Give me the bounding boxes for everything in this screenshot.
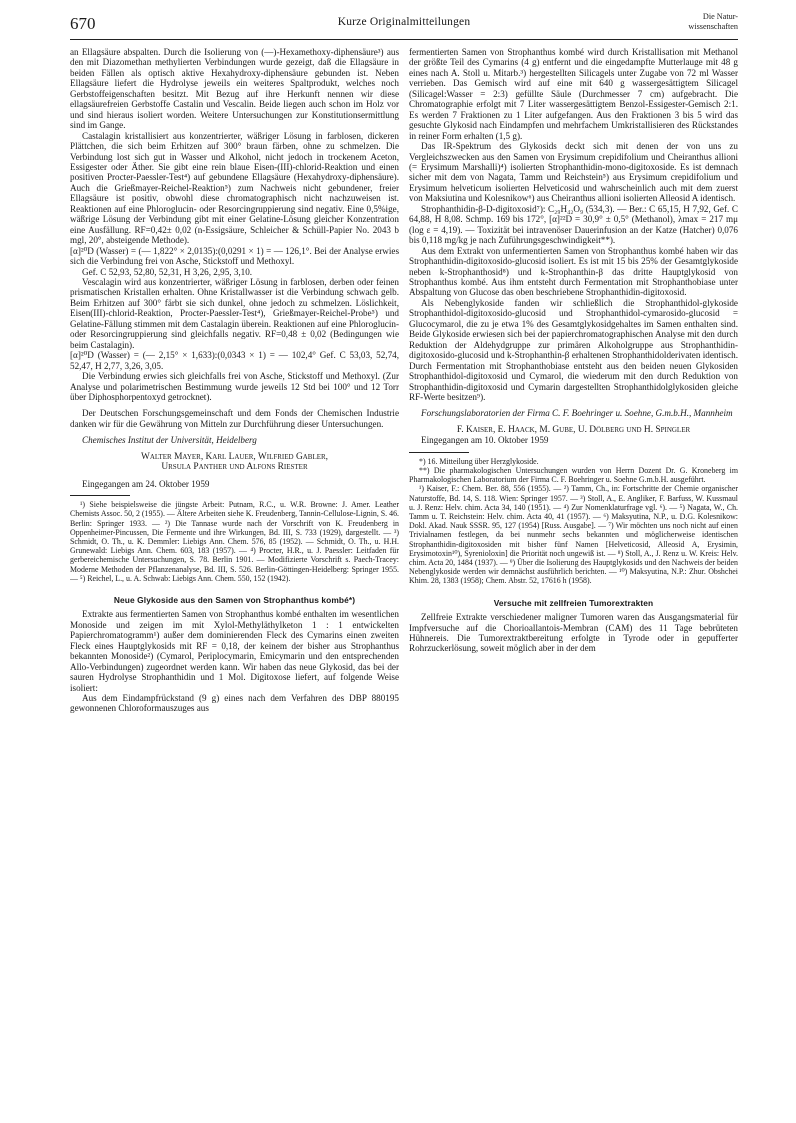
footnote-rule <box>409 452 469 453</box>
received-date: Eingegangen am 24. Oktober 1959 <box>82 478 210 489</box>
footnote: *) 16. Mitteilung über Herzglykoside. <box>419 456 539 466</box>
left-column <box>70 47 399 1113</box>
paragraph: an Ellagsäure abspalten. Durch die Isolierung von (—)-Hexamethoxy-diphensäure³) aus den mit Diazomethan methylierten Verbindungen wurde gezeigt, daß die Ellagsäure in beiden Fällen als optisch aktive Hexahydroxy-diphensäure gebunden ist. Neben Ellagsäure liefert die Hydrolyse jeweils ein weiteres Spaltprodukt, welches noch Gerbstoffeigenschaften besitzt. Mit Bezug auf ihre Herkunft nennen wir diese ellagsäurefreien Gerbstoffe Castalin und Vescalin. Beide liegen auch schon im Holz vor und sind hieraus isoliert worden. Weitere Untersuchungen zur Konstitutionsermittlung sind im Gange. <box>70 47 399 131</box>
paragraph: Vescalagin wird aus konzentrierter, wäßriger Lösung in farblosen, derben oder feinen prismatischen Kristallen erhalten. Ohne Kristallwasser ist die Verbindung schwach gelb. Beim Erhitzen auf 300° färbt sie sich dunkel, ohne jedoch zu schmelzen. Löslichkeit, Eisen(III)-chlorid-Reaktion, Procter-Paessler-Test⁴), Grießmayer-Reichel-Probe⁵) und Gelatine-Fällung stimmen mit dem Castalagin überein. Reaktionen auf eine Phloroglucin- oder Resorcingruppierung sind gleichfalls negativ. RF=0,48 ± 0,02 (Bedingungen wie beim Castalagin). <box>70 276 399 350</box>
acknowledgement: Der Deutschen Forschungsgemeinschaft und dem Fonds der Chemischen Industrie danken wir für die Gewährung von Mitteln zur Durchführung dieser Untersuchungen. <box>70 408 399 429</box>
compound-data: Strophanthidin-β-D-digitoxosid⁷): C₂₉H₄₂O₉ (534,3). — Ber.: C 65,15, H 7,92, Gef. C 64,88, H 8,08. Schmp. 169 bis 172°, [α]²²D = 30,9° ± 0,5° (Methanol), λmax = 217 mμ (log ε = 4,19). — Toxizität bei intravenöser Dauerinfusion an der Katze (Hatcher) 0,076 bis 0,118 mg/kg je nach Zuführungsgeschwindigkeit**). <box>409 203 738 246</box>
authors: Walter Mayer, Karl Lauer, Wilfried Gabler, <box>140 451 329 462</box>
authors: F. Kaiser, E. Haack, M. Gube, U. Dölberg und H. Spingler <box>456 424 691 435</box>
institution: Chemisches Institut der Universität, Heidelberg <box>82 435 257 446</box>
received-date: Eingegangen am 10. Oktober 1959 <box>421 435 549 446</box>
footnotes: ¹) Siehe beispielsweise die jüngste Arbeit: Putnam, R.C., u. W.R. Browne: J. Amer. Leather Chemists Assoc. 50, 2 (1955). — Ältere Arbeiten siehe K. Freudenberg, Tannin-Cellulose-Lignin, S. 46. Berlin: Springer 1933. — ²) Die Tannase wurde nach der Vorschrift von K. Freudenberg in Oppenheimer-Pincussen, Die Fermente und ihre Wirkungen, Bd. III, S. 733 (1929), dargestellt. — ³) Schmidt, O. Th., u. K. Demmler: Liebigs Ann. Chem. 576, 85 (1952). — Schmidt, O. Th., u. H.H. Grunewald: Liebigs Ann. Chem. 603, 183 (1957). — ⁴) Procter, H.R., u. J. Paessler: Leitfaden für gerbereichemische Untersuchungen, S. 78. Berlin 1901. — Modifizierte Vorschrift s. Paech-Tracey: Moderne Methoden der Pflanzenanalyse, Bd. III, S. 526. Berlin-Göttingen-Heidelberg: Springer 1955. — ⁵) Reichel, L., u. A. Schwab: Liebigs Ann. Chem. 550, 152 (1942). <box>70 500 399 583</box>
authors: Ursula Panther und Alfons Riester <box>161 462 308 473</box>
right-column <box>409 47 738 1113</box>
analysis-result: Gef. C 52,93, 52,80, 52,31, H 3,26, 2,95, 3,10. <box>82 266 253 277</box>
optical-rotation: [α]²⁰D (Wasser) = (— 1,822° × 2,0135):(0,0291 × 1) = — 126,1°. Bei der Analyse erwies sich die Verbindung frei von Asche, Stickstoff und Methoxyl. <box>70 245 399 267</box>
paragraph: Das IR-Spektrum des Glykosids deckt sich mit denen der von uns zu Vergleichszwecken aus den Samen von Erysimum crepidifolium und Cheiranthus allioni (= Erysimum Marshalli)⁴) isolierten Strophanthidin-mono-digitoxoside. Es ist demnach sicher mit dem von Nagata, Tamm und Reichstein⁵) aus Erysimum crepidifolium und Erysimum helveticum isolierten Helveticosid und wahrscheinlich auch mit dem zuerst von Maksiutina und Kolesnikow⁶) aus Cheiranthus allioni isolierten Alleosid A identisch. <box>409 141 738 204</box>
section-heading: Versuche mit zellfreien Tumorextrakten <box>493 597 654 608</box>
institution: Forschungslaboratorien der Firma C. F. Boehringer u. Soehne, G.m.b.H., Mannheim <box>421 408 733 419</box>
footnote: **) Die pharmakologischen Untersuchungen wurden von Herrn Dozent Dr. G. Kroneberg im Pharmakologischen Laboratorium der Firma C. F. Boehringer u. Soehne G.m.b.H. ausgeführt. <box>409 465 738 485</box>
paragraph: Die Verbindung erwies sich gleichfalls frei von Asche, Stickstoff und Methoxyl. (Zur Analyse und polarimetrischen Bestimmung wurde jeweils 12 Std bei 100° und 12 Torr über Diphosphorpentoxyd getrocknet). <box>70 371 399 402</box>
paragraph: Als Nebenglykoside fanden wir schließlich die Strophanthidol-glykoside Strophanthidol-digitoxosido-glucosid und Strophanthidol-cymarosido-glucosid = Glucocymarol, die zu je etwa 1% des Gesamtglykosidgehaltes im Samen enthalten sind. Beide Glykoside erwiesen sich bei der papierchromatographischen Analyse mit den durch Reduktion der Aldehydgruppe zur primären Alkoholgruppe aus Strophanthidin-digitoxosido-glucosid und k-Strophanthin-β erhaltenen Strophanthidolderivaten identisch. Durch Fermentation mit Strophanthobiase entsteht aus den beiden neuen Glykosiden Strophanthidol-digitoxosid und Cymarol, die wiederum mit den durch Reduktion von Strophanthidin-digitoxosid und Cymarin dargestellten Strophanthidolglykosiden gleiche RF-Werte besitzen⁹). <box>409 297 738 402</box>
footnote-rule <box>70 495 130 496</box>
page-number: 670 <box>70 14 96 33</box>
paragraph: Zellfreie Extrakte verschiedener maligner Tumoren waren das Ausgangsmaterial für Impfversuche auf die Chorioallantois-Membran (CAM) des 11 Tage bebrüteten Hühnereis. Die Tumorextraktbereitung erfolgte in Tyrode oder in gepufferter Rohrzuckerlösung, soweit möglich aber in der dem <box>409 612 738 654</box>
paragraph: Aus dem Extrakt von unfermentierten Samen von Strophanthus kombé haben wir das Strophanthidin-digitoxosido-glucosid isoliert. Es ist mit 15 bis 25% der Gesamtglykoside neben k-Strophanthosid⁸) und k-Strophanthin-β das dritte Hauptglykosid von Strophanthus kombé. Aus ihm entsteht durch Fermentation mit Strophanthobiase unter Abspaltung von Glucose das oben beschriebene Strophanthidin-digitoxosid. <box>409 245 738 298</box>
section-title: Kurze Originalmitteilungen <box>337 16 471 28</box>
section-heading: Neue Glykoside aus den Samen von Strophanthus kombé*) <box>113 594 356 605</box>
optical-rotation: [α]²⁰D (Wasser) = (— 2,15° × 1,633):(0,0343 × 1) = — 102,4° Gef. C 53,03, 52,74, 52,47, H 2,77, 3,26, 3,05. <box>70 350 399 371</box>
page-header <box>70 12 738 40</box>
paragraph: Extrakte aus fermentierten Samen von Strophanthus kombé enthalten im wesentlichen Monoside und zeigen im mit Xylol-Methyläthylketon 1 : 1 entwickelten Papierchromatogramm¹) außer dem dominierenden Fleck des Cymarins einen zweiten Fleck eines Hauptglykosids mit RF = 0,18, der keinem der bisher aus Strophanthus bekannten Monoside²) (Cymarol, Periplocymarin, Emicymarin und den entsprechenden Allo-Verbindungen) zugeordnet werden kann. Wir haben das neue Glykosid, das bei der sauren Hydrolyse Strophanthidin und 1 Mol. Digitoxose liefert, auf folgende Weise isoliert: <box>70 609 399 693</box>
journal-name: Die Natur- wissenschaften <box>688 12 738 31</box>
footnotes: ¹) Kaiser, F.: Chem. Ber. 88, 556 (1955). — ²) Tamm, Ch., in: Fortschritte der Chemie organischer Naturstoffe, Bd. 14, S. 118. Wien: Springer 1957. — ³) Stoll, A., E. Angliker, F. Barfuss, W. Kussmaul u. J. Renz: Helv. chim. Acta 34, 140 (1951). — ⁴) Zur Nomenklaturfrage vgl. ⁶). — ⁵) Nagata, W., Ch. Tamm u. T. Reichstein: Helv. chim. Acta 40, 41 (1957). — ⁶) Maksyutina, N.P., u. D.G. Kolesnikow: Dokl. Akad. Nauk SSSR. 95, 127 (1954) [Russ. Ausgabe]. — ⁷) Wir möchten uns noch nicht auf einen Trivialnamen festlegen, da bei nunmehr sechs bekannten und möglicherweise identischen Strophanthidin-digitoxosiden mit bisher fünf Namen [Helveticosid, Alleosid A, Erysimin, Erysimotoxin¹⁰), Syrenioloxin] die Priorität noch ungewiß ist. — ⁸) Stoll, A., J. Renz u. W. Kreis: Helv. chim. Acta 20, 1484 (1937). — ⁹) Über die Isolierung des Hauptglykosids und den Nachweis der beiden Nebenglykoside werden wir demnächst ausführlich berichten. — ¹⁰) Maksyutina, N.P.: Zhur. Obshchei Khim. 28, 1383 (1958); Chem. Abstr. 52, 17616 h (1958). <box>409 484 738 586</box>
paragraph: Castalagin kristallisiert aus konzentrierter, wäßriger Lösung in farblosen, dickeren Plättchen, die sich beim Erhitzen auf 300° braun färben, ohne zu schmelzen. Die Verbindung lost sich gut in Wasser und Alkohol, nicht jedoch in trockenem Aceton, Essigester oder Äther. Sie gibt eine rein blaue Eisen-(III)-chlorid-Reaktion und einen positiven Procter-Paessler-Test⁴) auf gebundene Ellagsäure (Hexahydroxy-diphensäure). Auch die Grießmayer-Reichel-Reaktion⁵) zum Nachweis nicht gebundener, freier Ellagsäure ist positiv, obwohl diese chromatographisch nicht nachzuweisen ist. Reaktionen auf eine Phloroglucin- oder Resorcingruppierung sind negativ. Eine 0,5%ige, wäßrige Lösung der Verbindung gibt mit einer Gelatine-Lösung gleicher Konzentration eine Ausfällung. RF=0,42± 0,02 (n-Essigsäure, Schleicher & Schüll-Papier No. 2043 b mgl, 20°, absteigende Methode). <box>70 130 399 246</box>
paragraph: fermentierten Samen von Strophanthus kombé wird durch Kristallisation mit Methanol der größte Teil des Cymarins (4 g) entfernt und die eingedampfte Mutterlauge mit 48 g eines nach A. Stoll u. Mitarb.³) hergestellten Silicagels unter Zugabe von 72 ml Wasser verrieben. Das Gemisch wird auf eine mit 640 g wassergesättigtem Silicagel (Silicagel:Wasser = 2:3) gefüllte Säule (Durchmesser 7 cm) aufgebracht. Die Chromatographie erfolgt mit 7 Liter wassergesättigtem Benzol-Essigester-Gemisch 2:1. Es werden 7 Fraktionen zu 1 Liter aufgefangen. Aus den Fraktionen 3 bis 5 wird das gesuchte Glykosid nach Eindampfen und mehrfachem Umkristallisieren des Rückstandes in reiner Form erhalten (1,5 g). <box>409 47 738 141</box>
paragraph: Aus dem Eindampfrückstand (9 g) eines nach dem Verfahren des DBP 880195 gewonnenen Chloroformauszuges aus <box>70 693 399 714</box>
